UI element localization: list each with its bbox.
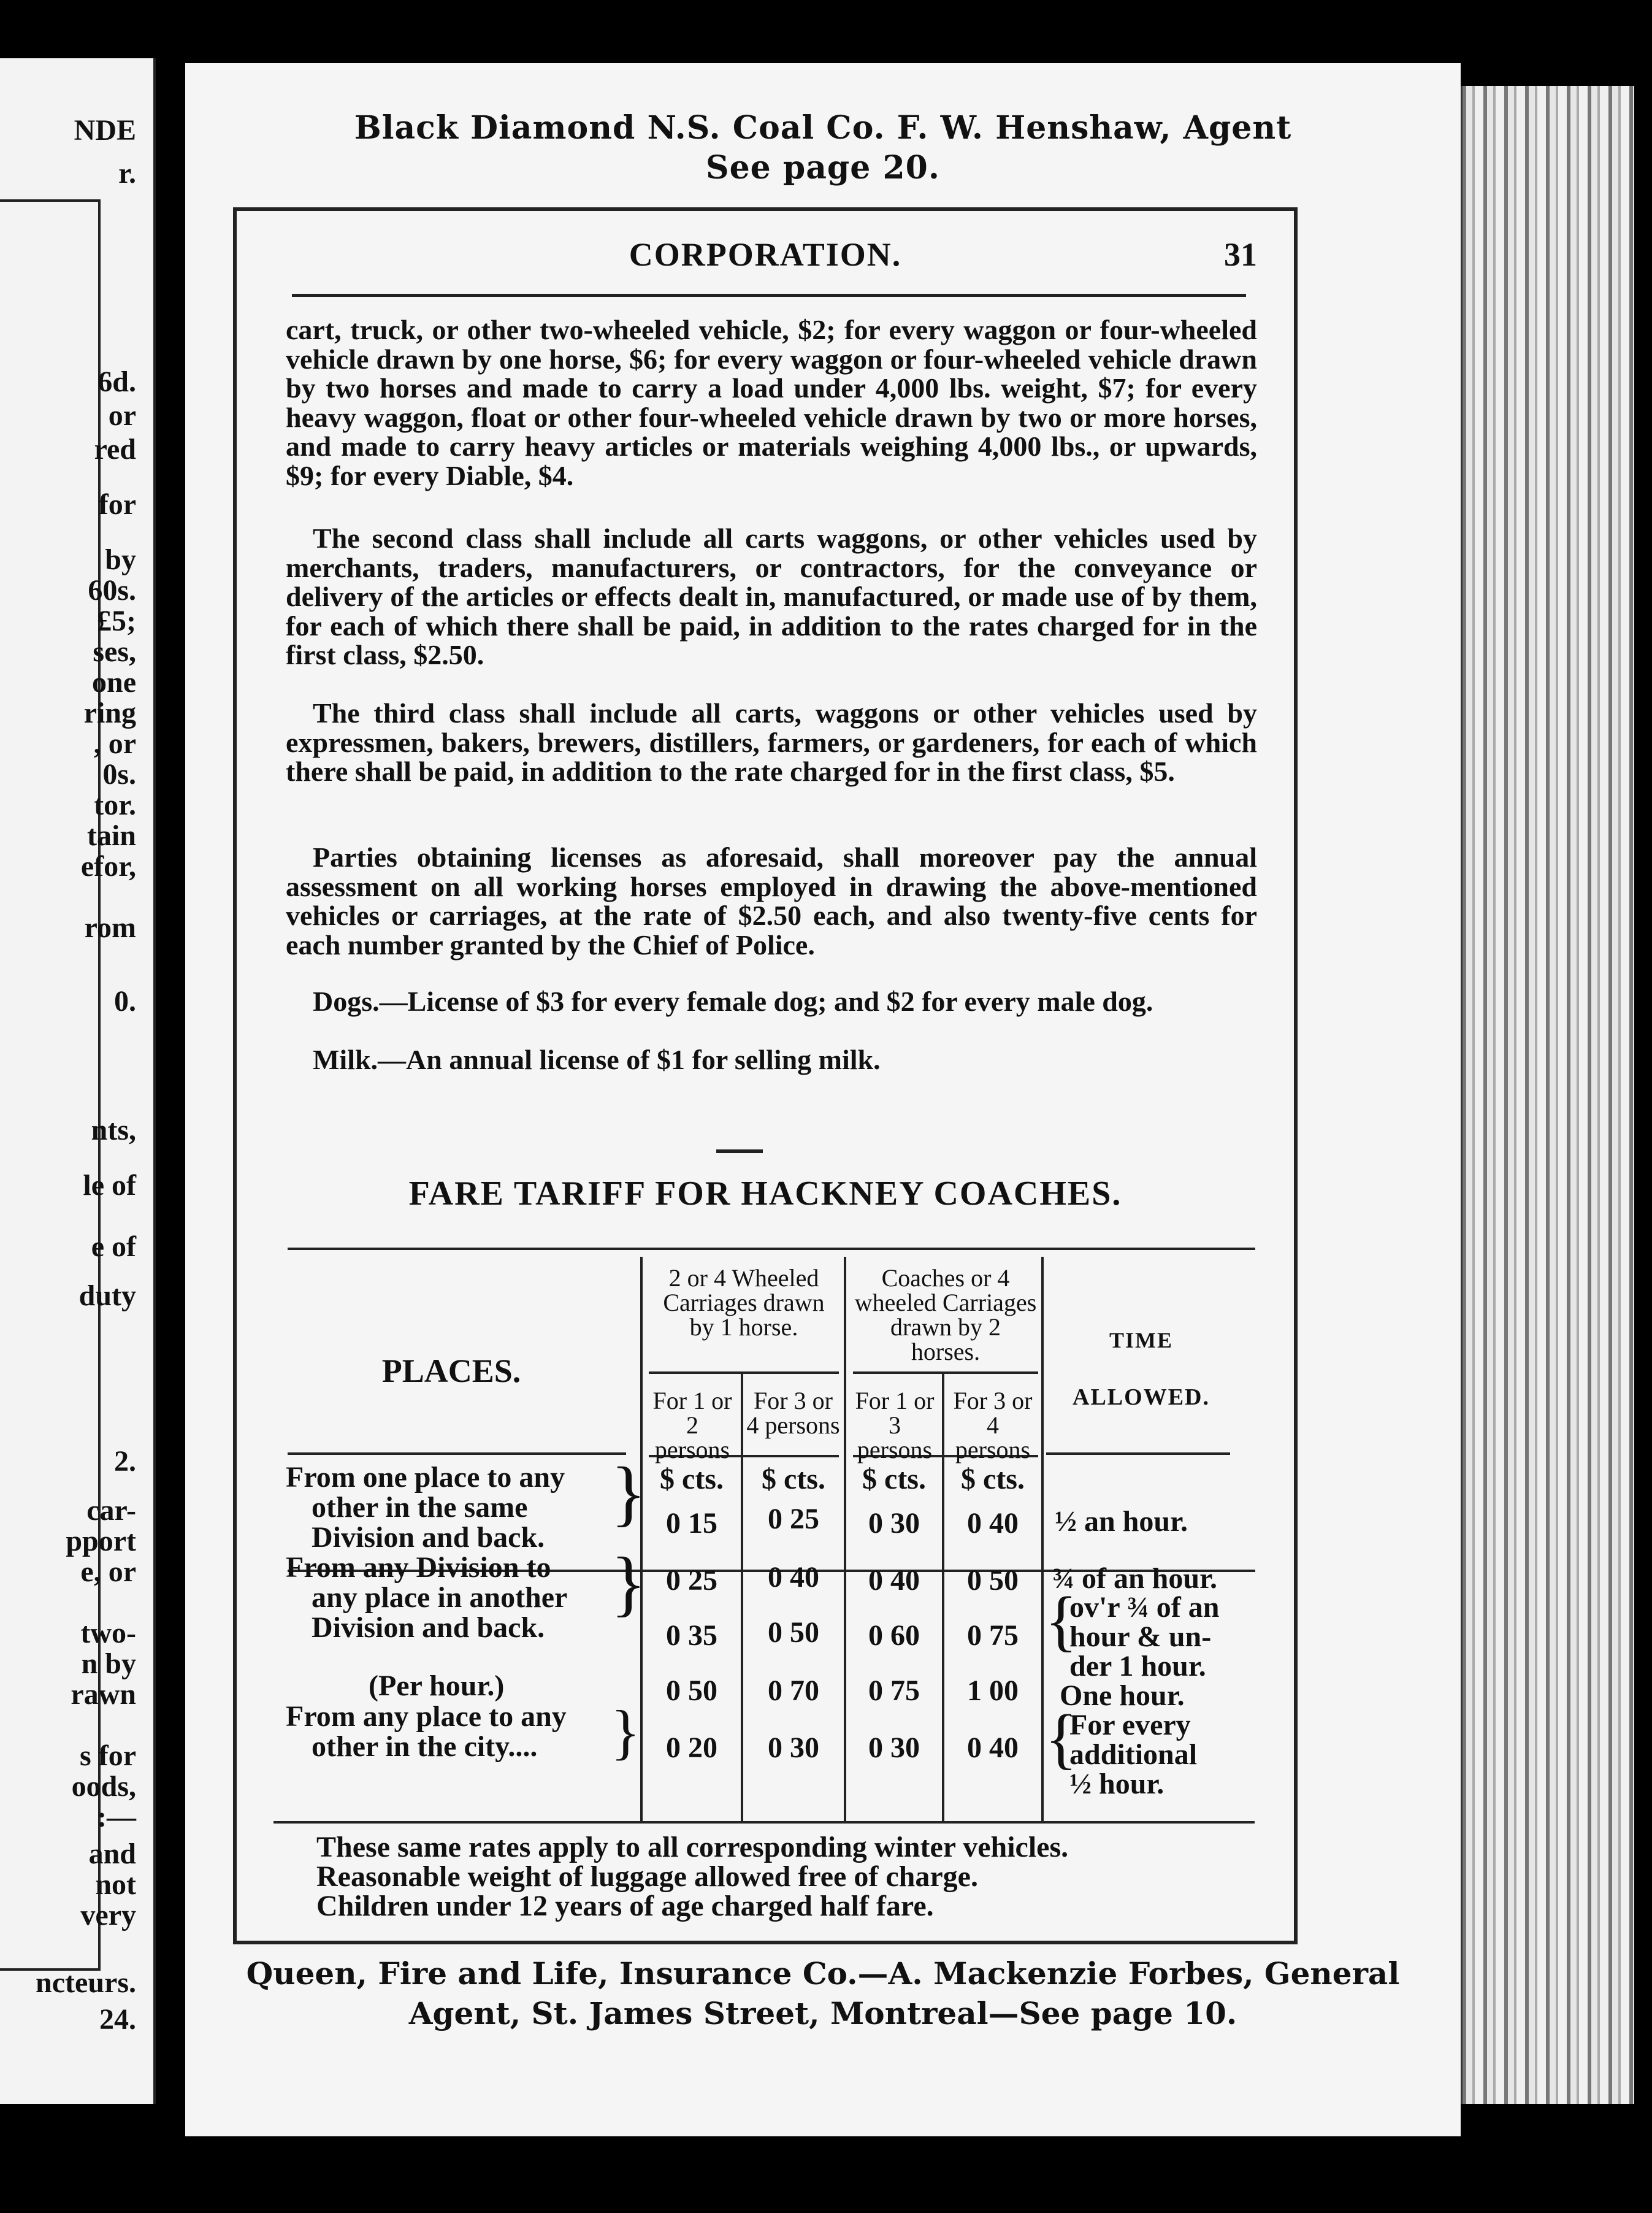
- group1-header-rule: [649, 1371, 839, 1374]
- fare-r5-c3: 0 30: [868, 1732, 920, 1764]
- main-page: [185, 63, 1461, 2136]
- fare-r5-c2: 0 30: [768, 1732, 819, 1764]
- section-divider: [716, 1149, 763, 1153]
- fare-r5-c4: 0 40: [967, 1732, 1019, 1764]
- left-page-line: nts,: [91, 1114, 136, 1146]
- sub-header-1: For 1 or 2 persons: [652, 1387, 732, 1463]
- sub-header-4: For 3 or 4 persons: [953, 1387, 1033, 1463]
- left-page-line: efor,: [80, 850, 136, 883]
- left-page-line: s for: [80, 1739, 136, 1772]
- tariff-note-3: Children under 12 years of age charged half fare.: [316, 1890, 934, 1922]
- left-page-line: very: [80, 1899, 136, 1931]
- fare-r3-c3: 0 60: [868, 1619, 920, 1652]
- left-page-line: e, or: [80, 1555, 136, 1588]
- brace-row-2: }: [611, 1542, 646, 1624]
- fare-r1-c4: 0 40: [967, 1507, 1019, 1540]
- left-page-line: 60s.: [88, 574, 136, 607]
- place-row-1-line-3: Division and back.: [312, 1521, 545, 1554]
- left-page-line: duty: [78, 1279, 136, 1312]
- left-page-line: oods,: [71, 1770, 136, 1803]
- col-divider-2: [741, 1371, 743, 1821]
- left-page-line: for: [98, 488, 136, 521]
- group2-header: Coaches or 4 wheeled Carriages drawn by 2 horses.: [854, 1264, 1037, 1365]
- time-header-2: ALLOWED.: [1073, 1384, 1210, 1410]
- paragraph-dogs: Dogs.—License of $3 for every female dog; and $2 for every male dog.: [313, 986, 1153, 1017]
- group1-header: 2 or 4 Wheeled Carriages drawn by 1 horse.: [663, 1264, 825, 1341]
- brace-row-5: }: [611, 1698, 640, 1766]
- head-rule: [292, 294, 1246, 297]
- time-r3-line-3: der 1 hour.: [1069, 1650, 1206, 1682]
- col-divider-5: [1041, 1257, 1044, 1821]
- table-end-rule: [273, 1821, 1255, 1824]
- fare-r5-c1: 0 20: [666, 1732, 717, 1764]
- left-page-line: £5;: [97, 605, 136, 637]
- fare-r4-c4: 1 00: [967, 1674, 1019, 1707]
- place-row-1-line-2: other in the same: [312, 1491, 528, 1524]
- left-page-line: rom: [84, 911, 136, 944]
- places-header-rule: [288, 1452, 626, 1455]
- place-row-2-line-2: any place in another: [312, 1581, 568, 1614]
- fare-r4-c1: 0 50: [666, 1674, 717, 1707]
- fare-r1-c3: 0 30: [868, 1507, 920, 1540]
- tariff-note-2: Reasonable weight of luggage allowed free of charge.: [316, 1860, 978, 1893]
- time-r2: ¾ of an hour.: [1052, 1562, 1217, 1595]
- time-r1: ½ an hour.: [1055, 1505, 1188, 1538]
- left-page-line: :—: [97, 1801, 136, 1833]
- paragraph-first-class: cart, truck, or other two-wheeled vehicle, $2; for every waggon or four-wheeled vehicle drawn by one horse, $6; for every waggon or four-wheeled vehicle drawn by two horses and made to carry a load under 4,000 lbs. weight, $7; for every heavy waggon, float or other four-wheeled vehicle drawn by two or more horses, and made to carry heavy articles or materials weighing 4,000 lbs., or upwards, $9; for every Diable, $4.: [286, 314, 1257, 491]
- paragraph-third-class: The third class shall include all carts, waggons or other vehicles used by expressmen, bakers, brewers, distillers, farmers, or gardeners, for each of which there shall be paid, in addition to the rate charged for in the first class, $5.: [286, 697, 1257, 787]
- advert-header-line2: See page 20.: [706, 149, 940, 186]
- fare-r2-c4: 0 50: [967, 1564, 1019, 1597]
- fare-r4-c3: 0 75: [868, 1674, 920, 1707]
- time-header-1: TIME: [1109, 1328, 1173, 1352]
- fare-r1-c1: 0 15: [666, 1507, 717, 1540]
- left-page-line: le of: [83, 1169, 136, 1202]
- fare-r3-c2: 0 50: [768, 1616, 819, 1649]
- left-page-line: , or: [93, 727, 136, 760]
- fare-r2-c2: 0 40: [768, 1561, 819, 1594]
- left-page-line: 0s.: [102, 758, 136, 791]
- left-page-line: n by: [81, 1647, 136, 1680]
- fare-r2-c1: 0 25: [666, 1564, 717, 1597]
- left-page-line: e of: [91, 1230, 136, 1263]
- fare-r2-c3: 0 40: [868, 1564, 920, 1597]
- tariff-title: FARE TARIFF FOR HACKNEY COACHES.: [408, 1175, 1122, 1213]
- sub-header-2: For 3 or 4 persons: [746, 1387, 840, 1439]
- left-page-line: 2.: [114, 1445, 136, 1478]
- paragraph-assessment: Parties obtaining licenses as aforesaid, shall moreover pay the annual assessment on all working horses employed in drawing the above-mentioned vehicles or carriages, at the rate of $2.50 each, and also twenty-five cents for each number granted by the Chief of Police.: [286, 842, 1257, 961]
- left-page-line: ring: [83, 697, 136, 729]
- unit-cell-4: $ cts.: [961, 1463, 1025, 1495]
- left-page-line: 24.: [99, 2003, 136, 2036]
- time-r3-line-2: hour & un-: [1069, 1620, 1212, 1653]
- left-page-line: by: [105, 543, 136, 576]
- place-row-1-line-1: From one place to any: [286, 1461, 565, 1494]
- paragraph-milk: Milk.—An annual license of $1 for selling milk.: [313, 1044, 881, 1075]
- time-r5-line-1: For every: [1069, 1709, 1191, 1741]
- time-r5-line-2: additional: [1069, 1738, 1198, 1771]
- time-header-rule: [1046, 1452, 1230, 1455]
- left-facing-page: [0, 58, 156, 2104]
- fare-r1-c2: 0 25: [768, 1503, 819, 1535]
- left-page-line: two-: [80, 1617, 136, 1649]
- fare-r3-c1: 0 35: [666, 1619, 717, 1652]
- col-divider-1: [640, 1257, 643, 1821]
- left-page-line: NDE: [74, 114, 136, 147]
- left-page-line: 6d.: [98, 366, 136, 398]
- left-page-line: and: [88, 1838, 136, 1870]
- advert-header-line1: Black Diamond N.S. Coal Co. F. W. Henshaw, Agent: [354, 109, 1292, 147]
- left-page-line: 0.: [114, 985, 136, 1018]
- left-page-line: tor.: [94, 789, 136, 821]
- sub-header-3: For 1 or 3 persons: [855, 1387, 935, 1463]
- left-page-line: car-: [86, 1494, 136, 1527]
- unit-cell-2: $ cts.: [762, 1463, 825, 1495]
- tariff-note-1: These same rates apply to all corresponding winter vehicles.: [316, 1831, 1069, 1863]
- paragraph-second-class: The second class shall include all carts waggons, or other vehicles used by merchants, traders, manufacturers, or contractors, for the conveyance or delivery of the articles or effects dealt in, manufactured, or made use of by them, for each of which there shall be paid, in addition to the rates charged for in the first class, $2.50.: [286, 523, 1257, 670]
- left-page-line: ses,: [93, 635, 136, 668]
- group2-header-rule: [853, 1371, 1038, 1374]
- time-r5-line-3: ½ hour.: [1069, 1768, 1164, 1800]
- col-divider-4: [942, 1371, 944, 1821]
- table-top-rule: [288, 1248, 1255, 1250]
- place-row-5-line-2: other in the city....: [312, 1730, 538, 1763]
- unit-cell-1: $ cts.: [660, 1463, 724, 1495]
- left-page-line: ncteurs.: [36, 1966, 136, 1999]
- brace-time-r5: {: [1045, 1701, 1077, 1776]
- advert-footer-line1: Queen, Fire and Life, Insurance Co.—A. Mackenzie Forbes, General: [246, 1955, 1400, 1992]
- left-page-line: tain: [86, 819, 136, 852]
- book-page-edges: [1461, 86, 1634, 2104]
- left-page-line: one: [92, 666, 136, 699]
- page-number: 31: [1224, 236, 1257, 273]
- places-header: PLACES.: [381, 1352, 521, 1389]
- left-page-line: rawn: [71, 1678, 136, 1711]
- advert-footer-line2: Agent, St. James Street, Montreal—See page 10.: [408, 1995, 1237, 2031]
- running-head: CORPORATION.: [629, 236, 902, 273]
- left-page-line: r.: [118, 157, 136, 190]
- left-page-line: or: [108, 399, 136, 432]
- left-page-line: red: [94, 433, 136, 466]
- fare-r4-c2: 0 70: [768, 1674, 819, 1707]
- fare-r3-c4: 0 75: [967, 1619, 1019, 1652]
- left-page-line: pport: [66, 1525, 136, 1557]
- time-r4: One hour.: [1060, 1679, 1185, 1712]
- place-row-5-line-1: From any place to any: [286, 1700, 567, 1733]
- brace-time-r3: {: [1045, 1583, 1077, 1658]
- left-page-line: not: [95, 1868, 136, 1901]
- place-row-2-line-1: From any Division to: [286, 1551, 551, 1584]
- time-r3-line-1: ov'r ¾ of an: [1069, 1591, 1220, 1624]
- col-divider-3: [844, 1257, 846, 1821]
- brace-row-1: }: [611, 1452, 646, 1533]
- content-frame: [233, 207, 1298, 1944]
- place-row-2-line-3: Division and back.: [312, 1611, 545, 1644]
- place-row-4-line-1: (Per hour.): [369, 1670, 505, 1702]
- unit-cell-3: $ cts.: [862, 1463, 926, 1495]
